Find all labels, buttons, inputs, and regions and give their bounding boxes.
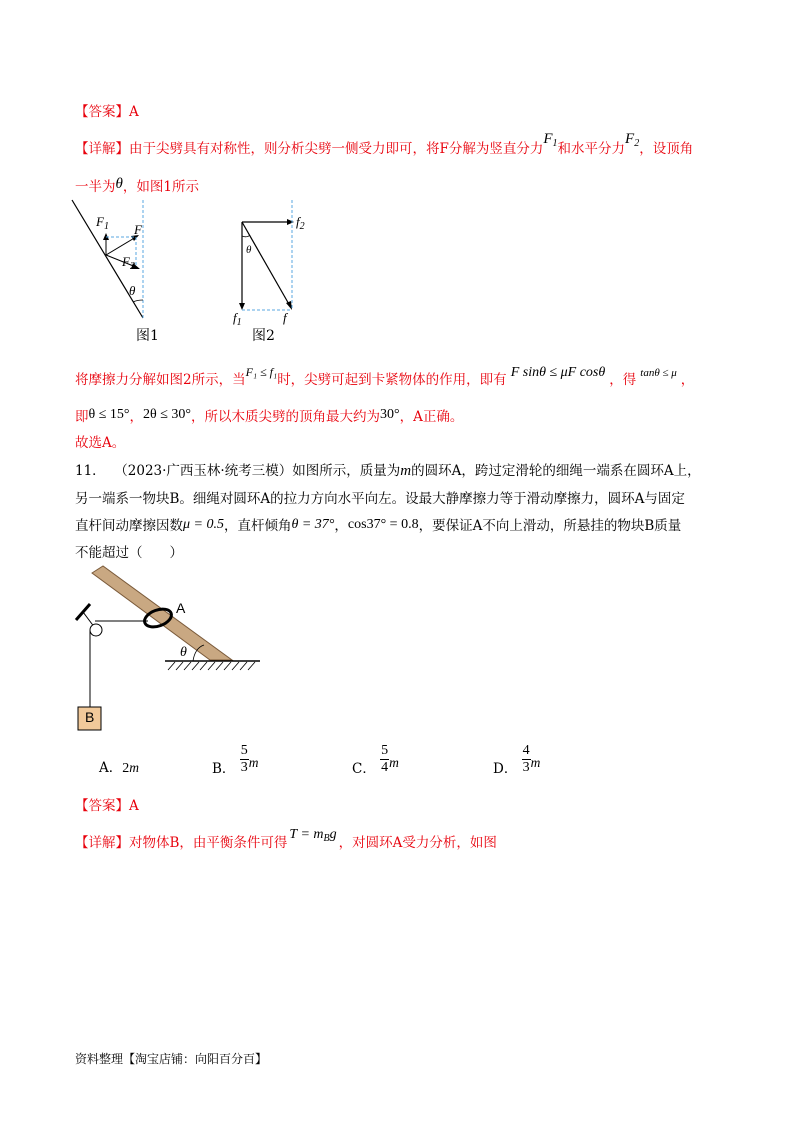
fig3-A-label: A	[176, 600, 186, 616]
q11-text: ，要保证A不向上滑动，所悬挂的物块B质量	[418, 518, 682, 534]
option-c[interactable]: C． $\frac{5}{4}$ m	[352, 743, 399, 777]
fig1-theta-label: θ	[129, 283, 136, 298]
math-condition: F₁ ≤ f₁	[245, 365, 278, 379]
detail-text: ，得	[609, 372, 637, 388]
fig2-theta-label: θ	[246, 244, 252, 256]
q11-text: 如图所示，质量为	[292, 463, 401, 479]
q11-text: ，	[334, 518, 348, 534]
fig1-F1-label: $F_1$	[96, 214, 109, 232]
answer-value: A	[129, 104, 139, 120]
math-result-3: 30°	[380, 407, 400, 422]
detail-text: 时，尖劈可起到卡紧物体的作用，即有	[277, 372, 507, 388]
fig1-F2-label: $F_2$	[122, 254, 135, 272]
fig1-caption: 图1	[136, 328, 159, 344]
detail-label: 【详解】	[75, 141, 129, 157]
math-theta: θ	[115, 176, 123, 192]
answer-label: 【答案】	[75, 104, 129, 120]
option-b[interactable]: B． $\frac{5}{3}$ m	[212, 743, 259, 777]
math-tan: tanθ ≤ μ	[640, 367, 677, 379]
q11-line-4: 不能超过（ ）	[75, 545, 183, 561]
detail-label: 【详解】	[75, 835, 129, 851]
math-result-2: 2θ ≤ 30°	[143, 407, 191, 422]
math-angle: θ = 37°	[291, 517, 335, 532]
fig2-caption: 图2	[252, 328, 275, 344]
detail-text: 将摩擦力分解如图2所示，当	[75, 372, 246, 388]
detail-text: 对物体B，由平衡条件可得	[129, 835, 288, 851]
detail-text: ，	[680, 372, 695, 388]
detail-text: 和水平分力	[557, 141, 626, 157]
detail-text: ，如图1所示	[122, 179, 199, 195]
q11-text: ，直杆倾角	[223, 518, 292, 534]
detail-text: 由于尖劈具有对称性，则分析尖劈一侧受力即可，将F分解为竖直分力	[129, 141, 544, 157]
q11-text: 的圆环A，跨过定滑轮的细绳一端系在圆环A上，	[411, 463, 701, 479]
q11-source: （2023·广西玉林·统考三模）	[114, 463, 293, 479]
math-m: m	[400, 463, 412, 479]
footer-text: 资料整理【淘宝店铺：向阳百分百】	[75, 1052, 268, 1066]
option-d[interactable]: D． $\frac{4}{3}$ m	[493, 743, 541, 777]
answer-value: A	[129, 798, 139, 814]
math-tension: $T = m_Bg$	[289, 827, 337, 844]
answer-line-2	[75, 794, 139, 814]
answer-label: 【答案】	[75, 798, 129, 814]
fig2-f1-label: $f_1$	[233, 310, 242, 328]
q11-line-2: 另一端系一物块B。细绳对圆环A的拉力方向水平向左。设最大静摩擦力等于滑动摩擦力，圆环A与固定	[75, 491, 685, 507]
detail-text: ，对圆环A受力分析，如图	[338, 835, 497, 851]
option-a[interactable]: A．2m	[99, 760, 139, 776]
math-inequality: F sinθ ≤ μF cosθ	[510, 365, 606, 380]
detail-2-line	[75, 827, 497, 853]
fig3-theta-label: θ	[180, 645, 187, 660]
fig2-f-label: f	[283, 310, 287, 325]
detail-text: ，	[129, 409, 143, 425]
detail-text: 一半为	[75, 179, 116, 195]
math-result-1: θ ≤ 15°	[88, 407, 130, 422]
fig3-B-label: B	[85, 709, 95, 725]
q11-text: 直杆间动摩擦因数	[75, 518, 183, 534]
detail-text: ，A正确。	[399, 409, 464, 425]
choose-line: 故选A。	[75, 435, 126, 451]
fig2-f2-label: $f_2$	[296, 214, 305, 232]
detail-text: ，所以木质尖劈的顶角最大约为	[191, 409, 380, 425]
fig1-F-label: F	[134, 222, 142, 237]
detail-text: 即	[75, 409, 89, 425]
math-F2: $F_2$	[625, 131, 640, 149]
detail-text: ，设顶角	[639, 141, 694, 157]
math-F1: $F_1$	[543, 131, 558, 149]
math-mu: μ = 0.5	[183, 517, 224, 532]
math-cos: cos37° = 0.8	[347, 517, 419, 532]
q11-number: 11．	[75, 463, 106, 479]
